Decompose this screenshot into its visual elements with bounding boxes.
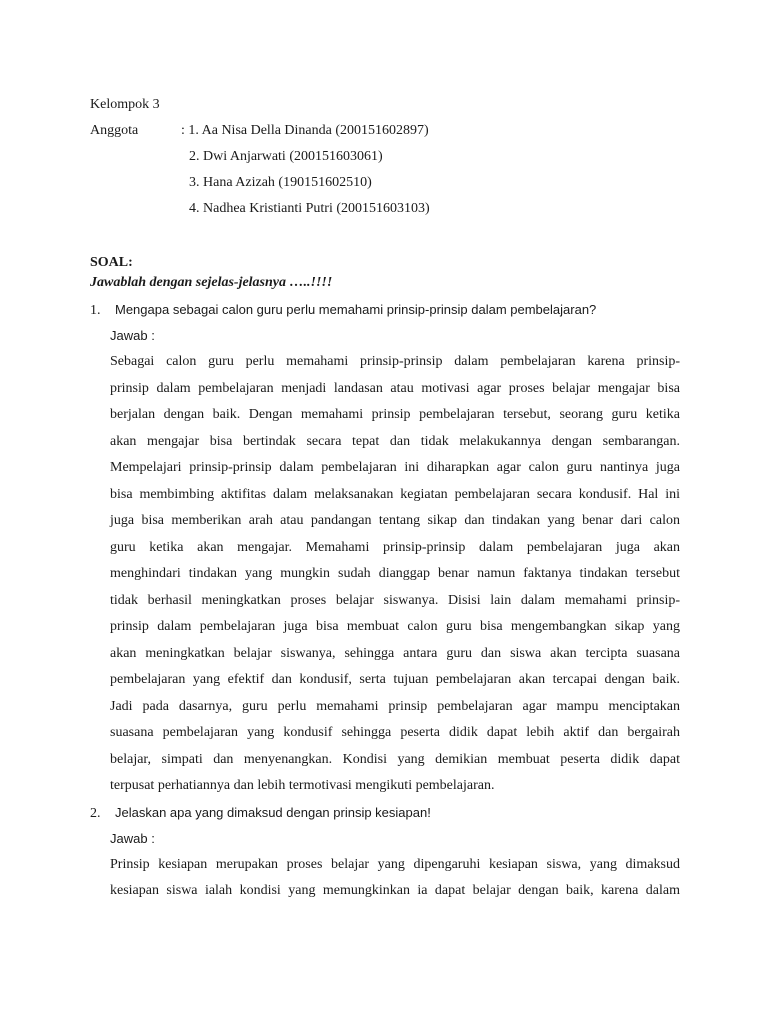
question-2 bbox=[90, 801, 680, 905]
group-header bbox=[90, 92, 430, 222]
group-title: Kelompok 3 bbox=[90, 97, 160, 112]
question-list bbox=[90, 298, 680, 905]
answer-line: kesiapan siswa ialah kondisi yang memungkinkan ia dapat belajar dengan baik, karena dalam bbox=[110, 883, 680, 898]
answer-line: tidak berhasil meningkatkan proses belajar siswanya. Disisi lain dalam memahami prinsip- bbox=[110, 592, 680, 608]
answer-line: berjalan dengan baik. Dengan memahami prinsip pembelajaran tersebut, seorang guru ketika bbox=[110, 407, 680, 422]
answer-line: suasana pembelajaran yang kondusif sehingga peserta didik dapat lebih aktif dan bergairah bbox=[110, 725, 680, 740]
answer-line: belajar, simpati dan menyenangkan. Kondisi yang demikian membuat peserta didik dapat bbox=[110, 751, 680, 767]
answer-paragraph bbox=[90, 349, 680, 800]
answer-line: juga bisa memberikan arah atau pandangan tentang sikap dan tindakan yang benar dari calon bbox=[110, 513, 680, 528]
question-number: 2. bbox=[90, 805, 101, 821]
soal-instruction: Jawablah dengan sejelas-jelasnya …..!!!! bbox=[90, 275, 333, 290]
soal-section bbox=[90, 253, 332, 293]
soal-title: SOAL: bbox=[90, 255, 133, 270]
answer-paragraph bbox=[90, 852, 680, 905]
answer-line: Sebagai calon guru perlu memahami prinsip-prinsip dalam pembelajaran karena prinsip- bbox=[110, 354, 680, 369]
question-1 bbox=[90, 298, 680, 800]
member-list bbox=[181, 118, 430, 222]
member-1: : 1. Aa Nisa Della Dinanda (200151602897) bbox=[181, 123, 429, 138]
jawab-label: Jawab : bbox=[110, 830, 155, 846]
answer-line: akan mengajar bisa bertindak secara tepat dan tidak melakukannya dengan sembarangan. bbox=[110, 433, 680, 449]
members-block bbox=[90, 118, 430, 222]
answer-line: akan meningkatkan belajar siswanya, sehingga antara guru dan siswa akan tercipta suasana bbox=[110, 645, 680, 661]
answer-line: terpusat perhatiannya dan lebih termotivasi mengikuti pembelajaran. bbox=[110, 778, 495, 793]
answer-line: Jadi pada dasarnya, guru perlu memahami prinsip pembelajaran agar mampu menciptakan bbox=[110, 698, 680, 714]
jawab-label: Jawab : bbox=[110, 328, 155, 343]
answer-line: Mempelajari prinsip-prinsip dalam pembelajaran ini diharapkan agar calon guru nantinya juga bbox=[110, 460, 680, 475]
member-4: 4. Nadhea Kristianti Putri (200151603103) bbox=[189, 201, 430, 216]
question-text: Mengapa sebagai calon guru perlu memahami prinsip-prinsip dalam pembelajaran? bbox=[115, 302, 597, 317]
question-text: Jelaskan apa yang dimaksud dengan prinsip kesiapan! bbox=[115, 804, 431, 820]
answer-line: prinsip dalam pembelajaran menjadi landasan atau motivasi agar proses belajar mengajar bisa bbox=[110, 380, 680, 396]
member-2: 2. Dwi Anjarwati (200151603061) bbox=[189, 149, 383, 164]
members-label: Anggota bbox=[90, 123, 139, 138]
answer-line: pembelajaran yang efektif dan kondusif, serta tujuan pembelajaran akan tercapai dengan baik. bbox=[110, 672, 680, 687]
answer-line: Prinsip kesiapan merupakan proses belajar yang dipengaruhi kesiapan siswa, yang dimaksud bbox=[110, 856, 680, 872]
answer-line: guru ketika akan mengajar. Memahami prinsip-prinsip dalam pembelajaran juga akan bbox=[110, 539, 680, 555]
question-number: 1. bbox=[90, 303, 101, 318]
answer-line: menghindari tindakan yang mungkin sudah dianggap benar namun faktanya tindakan tersebut bbox=[110, 566, 680, 581]
member-3: 3. Hana Azizah (190151602510) bbox=[189, 175, 372, 190]
answer-line: bisa membimbing aktifitas dalam melaksanakan kegiatan pembelajaran secara kondusif. Hal ini bbox=[110, 486, 680, 502]
answer-line: prinsip dalam pembelajaran juga bisa membuat calon guru bisa mengembangkan sikap yang bbox=[110, 619, 680, 634]
